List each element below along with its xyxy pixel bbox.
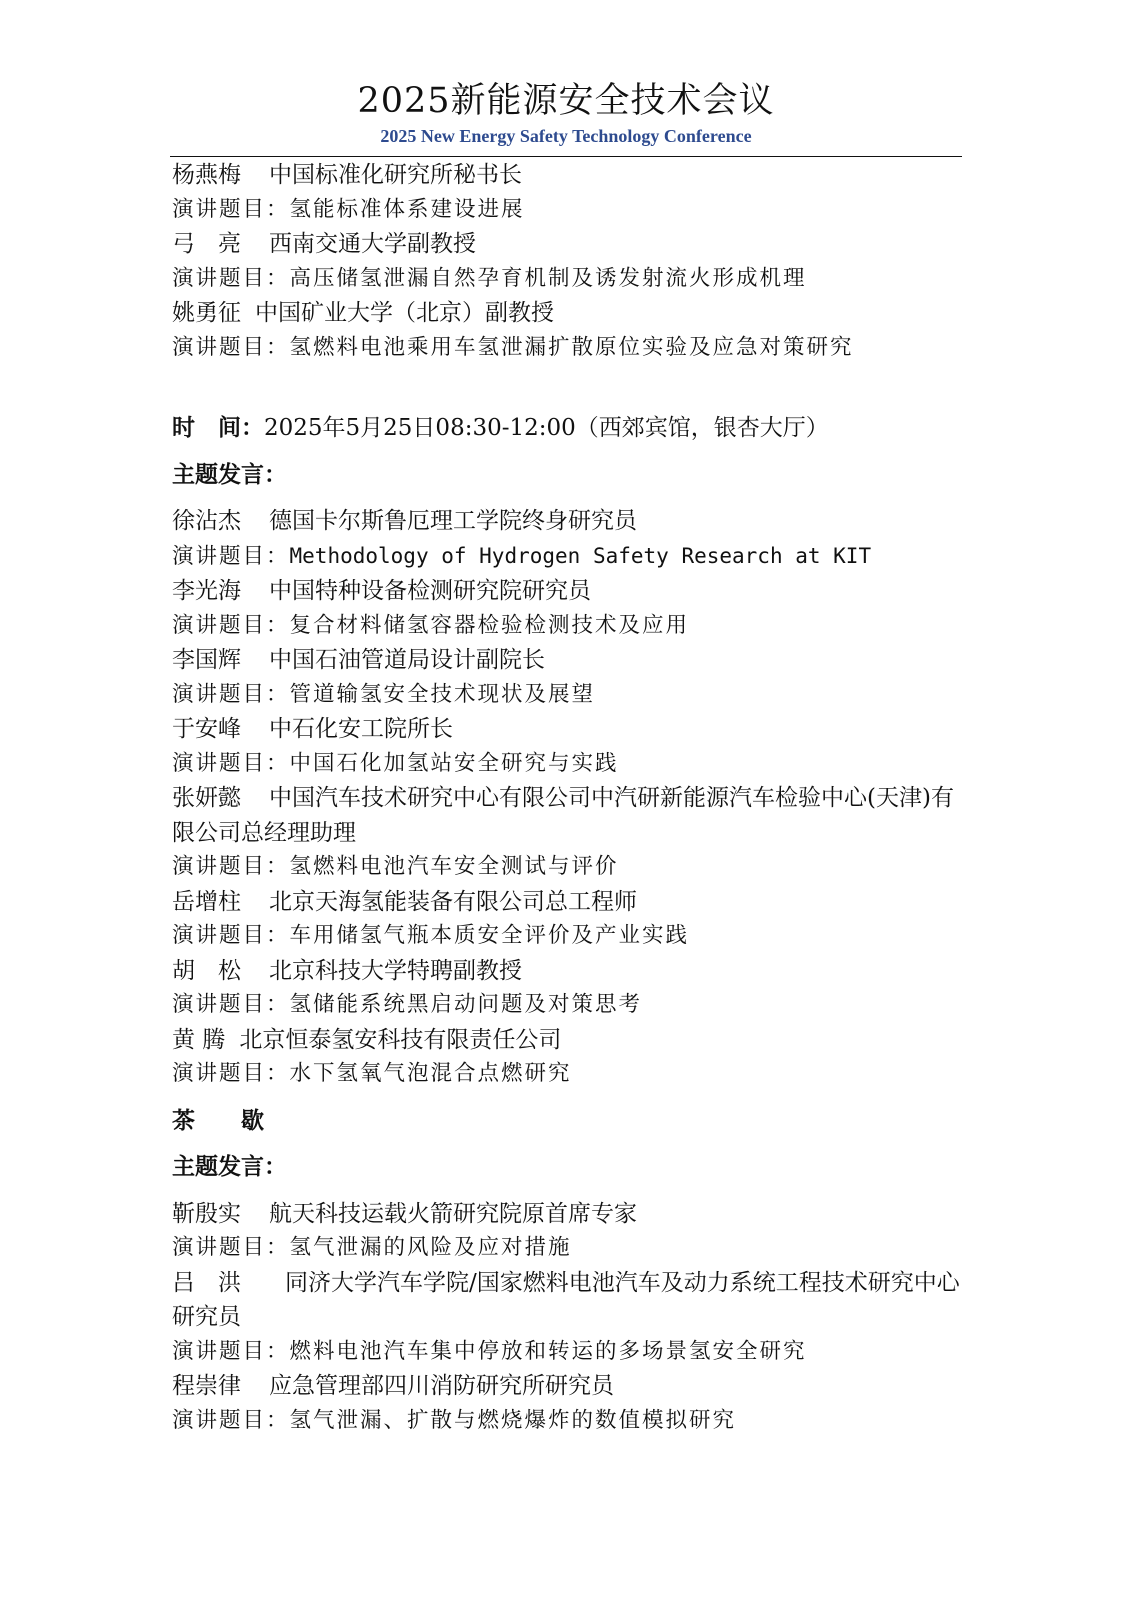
document-header: [170, 78, 962, 148]
talk-line: [172, 1057, 962, 1092]
talk-line: [172, 609, 962, 644]
speaker-affiliation: 北京科技大学特聘副教授: [269, 957, 522, 984]
speaker-name: 程崇律: [172, 1373, 241, 1399]
speaker-name: 吕 洪: [172, 1269, 241, 1296]
talk-line: [172, 850, 962, 885]
talk-label: 演讲题目：: [172, 992, 290, 1017]
talk-line: [172, 1231, 962, 1266]
talk-line: [172, 193, 962, 228]
speaker-name: 李国辉: [172, 647, 241, 673]
tea-break-heading: 茶 歇: [172, 1106, 264, 1134]
topic-heading: 主题发言：: [172, 1153, 287, 1180]
speaker-line: [172, 227, 962, 262]
talk-title: 中国石化加氢站安全研究与实践: [289, 750, 619, 776]
talk-title: 氢气泄漏、扩散与燃烧爆炸的数值模拟研究: [289, 1407, 737, 1433]
talk-title: Methodology of Hydrogen Safety Research at KIT: [289, 543, 872, 568]
speaker-affiliation: 中国矿业大学（北京）副教授: [255, 300, 554, 326]
speaker-affiliation: 德国卡尔斯鲁厄理工学院终身研究员: [269, 508, 637, 534]
header-rule: [170, 156, 962, 157]
speaker-name: 胡 松: [172, 957, 241, 984]
talk-label: 演讲题目：: [172, 1407, 290, 1433]
time-value: 2025年5月25日08:30-12:00（西郊宾馆，银杏大厅）: [264, 415, 829, 441]
speaker-affiliation: 应急管理部四川消防研究所研究员: [269, 1373, 614, 1399]
talk-line: [172, 988, 962, 1023]
speaker-name: 靳殷实: [172, 1200, 241, 1227]
speaker-name: 李光海: [172, 578, 241, 604]
talk-line: [172, 919, 962, 954]
speaker-affiliation: 同济大学汽车学院/国家燃料电池汽车及动力系统工程技术研究中心研究员: [172, 1269, 960, 1330]
talk-line: [172, 1335, 962, 1370]
speaker-line: [172, 954, 962, 989]
talk-line: [172, 331, 962, 366]
speaker-line: [172, 781, 962, 850]
speaker-affiliation: 航天科技运载火箭研究院原首席专家: [269, 1200, 637, 1227]
title-chinese: 2025新能源安全技术会议: [357, 81, 775, 121]
talk-line: [172, 539, 962, 575]
speaker-line: [172, 643, 962, 678]
speaker-name: 岳增柱: [172, 888, 241, 915]
talk-title: 管道输氢安全技术现状及展望: [289, 681, 596, 707]
speaker-affiliation: 中石化安工院所长: [269, 716, 453, 742]
talk-label: 演讲题目：: [172, 1061, 290, 1086]
talk-label: 演讲题目：: [172, 750, 290, 776]
talk-label: 演讲题目：: [172, 612, 290, 638]
talk-title: 氢燃料电池乘用车氢泄漏扩散原位实验及应急对策研究: [289, 334, 854, 360]
talk-label: 演讲题目：: [172, 196, 290, 222]
talk-label: 演讲题目：: [172, 1235, 290, 1260]
talk-label: 演讲题目：: [172, 1338, 290, 1364]
speaker-affiliation: 中国汽车技术研究中心有限公司中汽研新能源汽车检验中心(天津)有限公司总经理助理: [172, 785, 954, 846]
speaker-line: [172, 712, 962, 747]
talk-line: [172, 262, 962, 297]
speaker-line: [172, 574, 962, 609]
speaker-line: [172, 158, 962, 193]
title-english: 2025 New Energy Safety Technology Conference: [380, 126, 752, 146]
talk-title: 高压储氢泄漏自然孕育机制及诱发射流火形成机理: [289, 265, 807, 291]
speaker-name: 张妍懿: [172, 785, 241, 811]
time-label: 时 间：: [172, 414, 264, 441]
document-body: [172, 158, 962, 1438]
talk-title: 氢燃料电池汽车安全测试与评价: [289, 854, 619, 879]
speaker-name: 姚勇征: [172, 300, 241, 326]
talk-title: 水下氢氧气泡混合点燃研究: [289, 1061, 572, 1086]
speaker-affiliation: 西南交通大学副教授: [269, 231, 476, 257]
talk-title: 氢能标准体系建设进展: [289, 196, 525, 222]
talk-label: 演讲题目：: [172, 854, 290, 879]
speaker-name: 弓 亮: [172, 231, 241, 257]
speaker-affiliation: 北京天海氢能装备有限公司总工程师: [269, 888, 637, 915]
speaker-line: [172, 1266, 962, 1335]
talk-title: 氢气泄漏的风险及应对措施: [289, 1235, 572, 1260]
talk-line: [172, 1404, 962, 1439]
speaker-line: [172, 296, 962, 331]
speaker-line: [172, 1197, 962, 1232]
talk-label: 演讲题目：: [172, 543, 290, 569]
speaker-affiliation: 中国石油管道局设计副院长: [269, 647, 545, 673]
talk-line: [172, 678, 962, 713]
speaker-line: [172, 1369, 962, 1404]
talk-line: [172, 747, 962, 782]
speaker-line: [172, 1023, 962, 1058]
talk-label: 演讲题目：: [172, 923, 290, 948]
topic-heading: 主题发言：: [172, 460, 287, 488]
talk-title: 车用储氢气瓶本质安全评价及产业实践: [289, 923, 690, 948]
talk-label: 演讲题目：: [172, 265, 290, 291]
speaker-affiliation: 中国特种设备检测研究院研究员: [269, 578, 591, 604]
talk-title: 氢储能系统黑启动问题及对策思考: [289, 992, 643, 1017]
talk-label: 演讲题目：: [172, 334, 290, 360]
talk-label: 演讲题目：: [172, 681, 290, 707]
speaker-name: 于安峰: [172, 716, 241, 742]
speaker-affiliation: 北京恒泰氢安科技有限责任公司: [239, 1026, 562, 1053]
talk-title: 复合材料储氢容器检验检测技术及应用: [289, 612, 690, 638]
speaker-name: 徐沾杰: [172, 508, 241, 534]
speaker-name: 杨燕梅: [172, 162, 241, 188]
speaker-affiliation: 中国标准化研究所秘书长: [269, 162, 522, 188]
speaker-line: [172, 885, 962, 920]
talk-title: 燃料电池汽车集中停放和转运的多场景氢安全研究: [289, 1338, 807, 1364]
speaker-line: [172, 504, 962, 539]
session-time: [172, 411, 962, 446]
speaker-name: 黄 腾: [172, 1026, 226, 1053]
